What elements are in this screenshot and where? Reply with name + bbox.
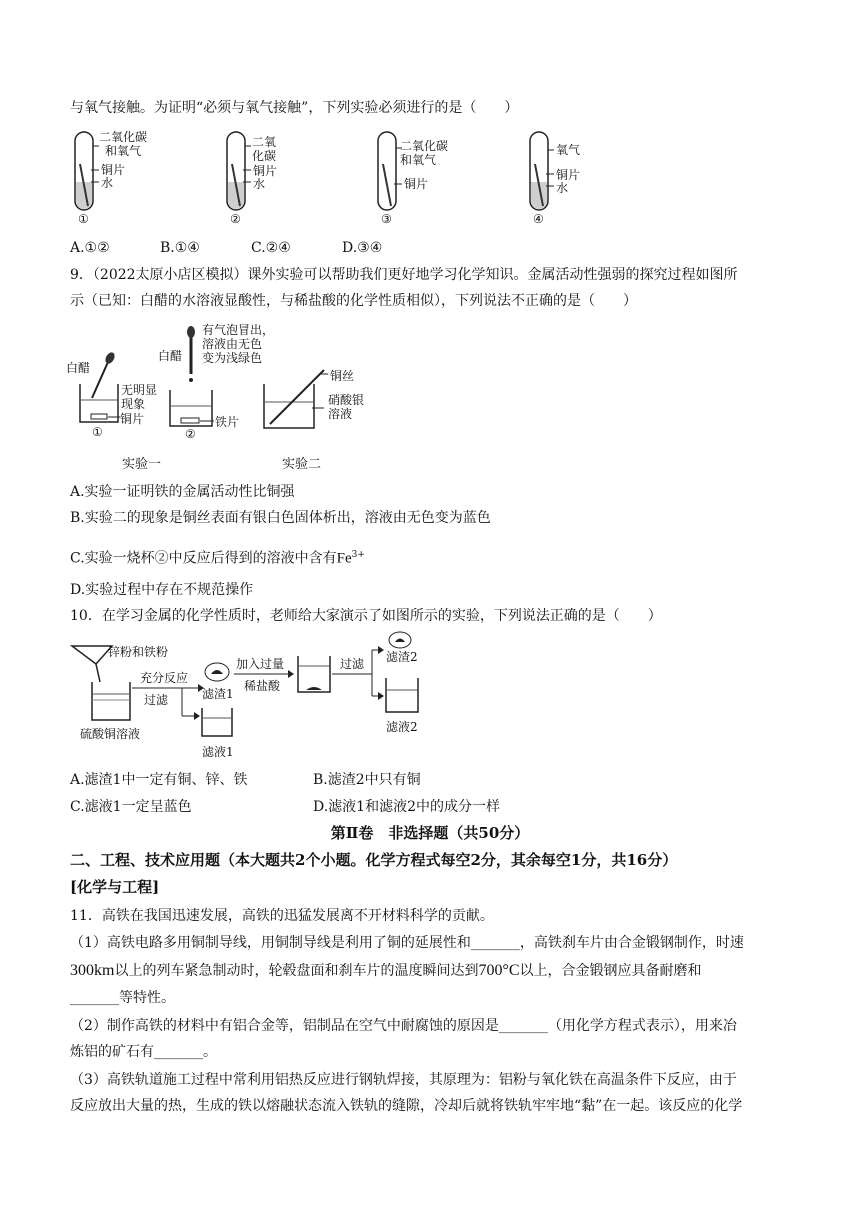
q9-option-a: A.实验一证明铁的金属活动性比铜强 <box>70 484 295 500</box>
tube2-gas2: 化碳 <box>252 149 277 163</box>
q10-filter1-label: 过滤 <box>144 693 169 707</box>
q10-option-b: B.滤渣2中只有铜 <box>313 772 421 788</box>
q10-option-a: A.滤渣1中一定有铜、锌、铁 <box>70 772 248 788</box>
q10-residue1-label: 滤渣1 <box>202 687 234 701</box>
tube3-num: ③ <box>381 212 392 226</box>
q9-beaker-1-num: ① <box>92 425 103 439</box>
q10-cuso4-label: 硫酸铜溶液 <box>80 727 141 741</box>
q9-stem-line2: 示（已知：白醋的水溶液显酸性，与稀盐酸的化学性质相似），下列说法不正确的是（ ） <box>70 293 637 309</box>
q11-part2-line1: （2）制作高铁的材料中有铝合金等，铝制品在空气中耐腐蚀的原因是_______（用化学方程式表示），用来冶 <box>70 1018 737 1034</box>
beaker-3 <box>264 368 364 428</box>
section-volume-title: 第Ⅱ卷 非选择题（共50分） <box>330 824 530 842</box>
q11-part1-line3: _______等特性。 <box>70 990 175 1006</box>
tube2-gas: 二氧 <box>252 135 277 149</box>
q10-residue2-label: 滤渣2 <box>386 650 418 664</box>
q9-stem-line1: 9．（2022太原小店区模拟）课外实验可以帮助我们更好地学习化学知识。金属活动性强弱的探究过程如图所 <box>70 267 738 283</box>
q9-agno3-2: 溶液 <box>328 407 353 421</box>
test-tube-3 <box>378 132 448 226</box>
q9-experiment-figure <box>64 322 374 472</box>
q8-test-tubes-figure <box>60 124 620 228</box>
section-sub-title: [化学与工程] <box>70 878 160 896</box>
q11-stem: 11．高铁在我国迅速发展，高铁的迅猛发展离不开材料科学的贡献。 <box>70 908 494 924</box>
q9-copper-sheet: 铜片 <box>120 412 145 426</box>
q11-part2-line2: 炼铝的矿石有_______。 <box>70 1044 217 1060</box>
q10-option-d: D.滤液1和滤液2中的成分一样 <box>313 799 500 815</box>
q10-add-label-1: 加入过量 <box>236 657 285 671</box>
q9-observation-2: 溶液由无色 <box>202 337 263 351</box>
tube1-liquid: 水 <box>101 176 114 190</box>
q9-no-change-2: 现象 <box>121 397 146 411</box>
test-tube-4 <box>530 132 580 226</box>
section-part-title: 二、工程、技术应用题（本大题共2个小题。化学方程式每空2分，其余每空1分，共16分） <box>70 851 678 869</box>
q10-process-figure <box>64 630 424 768</box>
q11-part1-line2: 300km以上的列车紧急制动时，轮毂盘面和刹车片的温度瞬间达到700°C以上，合金锻钢应具备耐磨和 <box>70 962 702 979</box>
q9-agno3-1: 硝酸银 <box>328 393 365 407</box>
q10-filter2-label: 过滤 <box>340 657 365 671</box>
test-tube-1 <box>75 129 147 226</box>
tube4-gas: 氧气 <box>556 143 581 157</box>
q8-option-c: C.②④ <box>251 240 291 256</box>
q11-part3-line2: 反应放出大量的热，生成的铁以熔融状态流入铁轨的缝隙，冷却后就将铁轨牢牢地“黏”在一起。该反应的化学 <box>70 1098 743 1114</box>
q10-stem: 10．在学习金属的化学性质时，老师给大家演示了如图所示的实验，下列说法正确的是（ ） <box>70 608 662 624</box>
q9-option-d: D.实验过程中存在不规范操作 <box>70 582 254 598</box>
q8-option-d: D.③④ <box>342 240 383 256</box>
q9-option-b: B.实验二的现象是铜丝表面有银白色固体析出，溶液由无色变为蓝色 <box>70 510 491 526</box>
q9-exp2-label: 实验二 <box>282 457 322 472</box>
beaker-2 <box>158 322 274 441</box>
tube4-num: ④ <box>533 212 544 226</box>
beaker-1 <box>66 351 157 439</box>
tube4-liquid: 水 <box>556 181 569 195</box>
q9-beaker-2-num: ② <box>185 427 196 441</box>
q8-option-a: A.①② <box>70 240 110 256</box>
tube3-gas2: 和氧气 <box>400 153 437 167</box>
tube1-gas2: 和氧气 <box>105 144 142 158</box>
q11-part3-line1: （3）高铁轨道施工过程中常利用铝热反应进行钢轨焊接，其原理为：铝粉与氧化铁在高温条件下反应，由于 <box>70 1072 737 1088</box>
q10-option-c: C.滤液1一定呈蓝色 <box>70 799 192 815</box>
tube1-gas: 二氧化碳 <box>99 130 148 144</box>
q9-vinegar-label-1: 白醋 <box>66 361 91 375</box>
q10-filtrate1-label: 滤液1 <box>202 745 234 759</box>
q9-option-c: C.实验一烧杯②中反应后得到的溶液中含有$Fe^{3+}$ <box>70 550 365 567</box>
tube2-metal: 铜片 <box>253 164 278 178</box>
tube1-metal: 铜片 <box>101 163 126 177</box>
q8-option-b: B.①④ <box>160 240 200 256</box>
q9-observation-1: 有气泡冒出， <box>202 323 275 337</box>
tube2-liquid: 水 <box>253 177 266 191</box>
test-tube-2 <box>227 132 277 226</box>
q10-add-label-2: 稀盐酸 <box>244 679 281 693</box>
q8-stem: 与氧气接触。为证明“必须与氧气接触”，下列实验必须进行的是（ ） <box>70 100 519 116</box>
tube1-num: ① <box>78 212 89 226</box>
q11-part1-line1: （1）高铁电路多用铜制导线，用铜制导线是利用了铜的延展性和_______，高铁刹车片由合金锻钢制作，时速 <box>70 935 744 951</box>
q9-copper-wire: 铜丝 <box>330 369 355 383</box>
q9-vinegar-label-2: 白醋 <box>158 349 183 363</box>
q9-iron-sheet: 铁片 <box>215 415 240 429</box>
tube2-num: ② <box>230 212 241 226</box>
q9-no-change-1: 无明显 <box>121 383 158 397</box>
tube3-metal: 铜片 <box>404 177 429 191</box>
q10-react-label: 充分反应 <box>140 671 189 685</box>
tube3-gas: 二氧化碳 <box>400 139 449 153</box>
q9-observation-3: 变为浅绿色 <box>202 351 263 365</box>
q9-exp1-label: 实验一 <box>122 457 162 472</box>
q10-powder-label: 锌粉和铁粉 <box>108 645 169 659</box>
tube4-metal: 铜片 <box>556 168 581 182</box>
q10-filtrate2-label: 滤液2 <box>386 720 418 734</box>
